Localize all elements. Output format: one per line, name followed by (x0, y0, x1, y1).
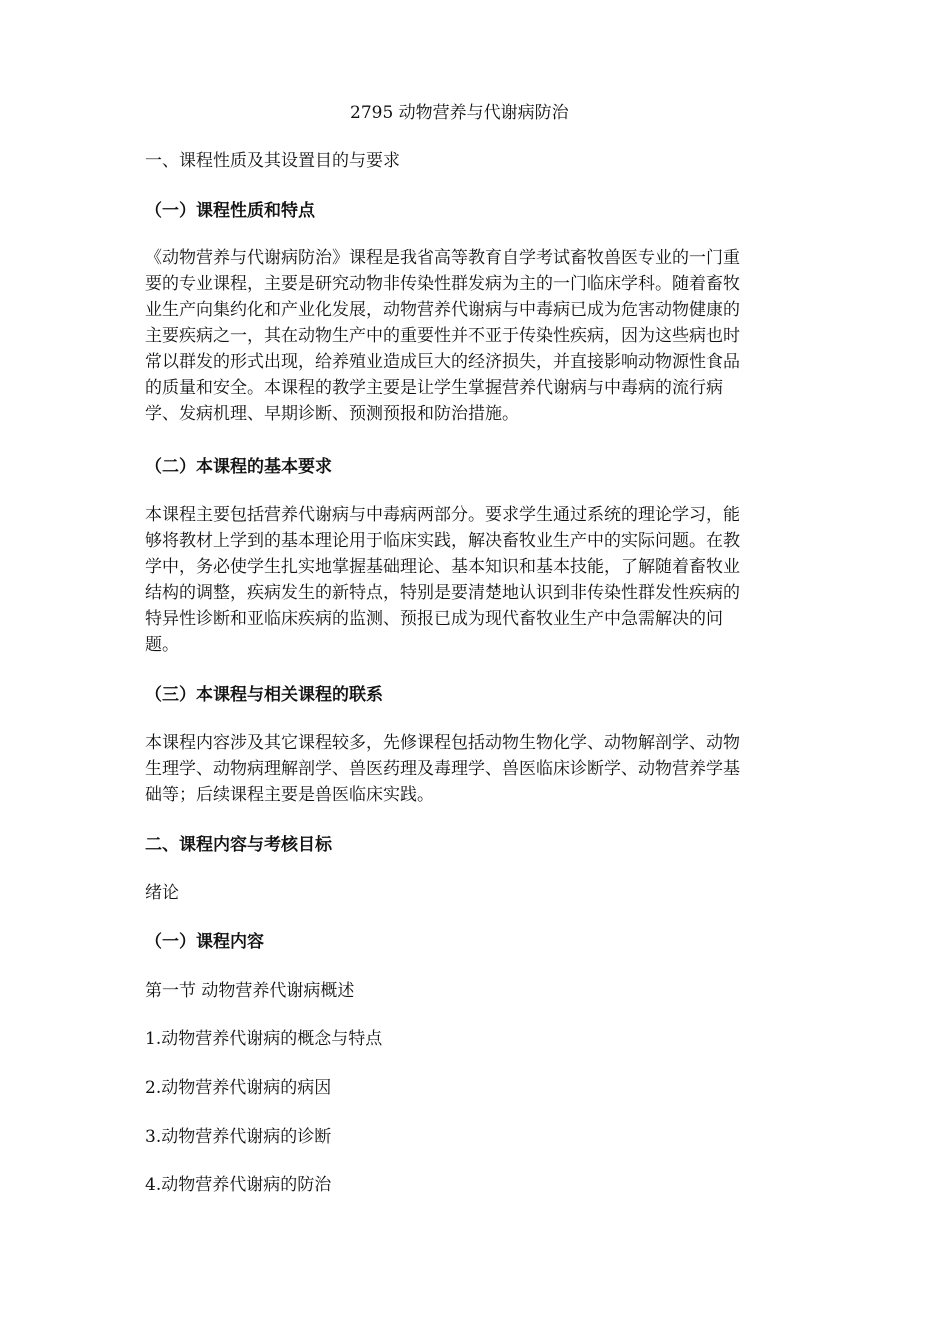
text-line: 生理学、动物病理解剖学、兽医药理及毒理学、兽医临床诊断学、动物营养学基 (145, 759, 740, 779)
text-line: 业生产向集约化和产业化发展，动物营养代谢病与中毒病已成为危害动物健康的 (145, 300, 740, 320)
text-line: 《动物营养与代谢病防治》课程是我省高等教育自学考试畜牧兽医专业的一门重 (145, 248, 740, 268)
paragraph-requirements (145, 502, 817, 658)
subsection-heading-requirements: （二）本课程的基本要求 (145, 457, 332, 477)
text-line: 结构的调整，疾病发生的新特点，特别是要清楚地认识到非传染性群发性疾病的 (145, 583, 740, 603)
text-line: 主要疾病之一，其在动物生产中的重要性并不亚于传染性疾病，因为这些病也时 (145, 326, 740, 346)
subsection-heading-nature: （一）课程性质和特点 (145, 201, 315, 221)
list-item: 4.动物营养代谢病的防治 (145, 1175, 332, 1195)
list-item: 3.动物营养代谢病的诊断 (145, 1127, 332, 1147)
text-line: 常以群发的形式出现，给养殖业造成巨大的经济损失，并直接影响动物源性食品 (145, 352, 740, 372)
intro-heading: 绪论 (145, 883, 179, 903)
chapter-heading: 第一节 动物营养代谢病概述 (145, 981, 355, 1001)
text-line: 本课程内容涉及其它课程较多，先修课程包括动物生物化学、动物解剖学、动物 (145, 733, 740, 753)
document-title: 2795 动物营养与代谢病防治 (350, 103, 569, 123)
text-line: 的质量和安全。本课程的教学主要是让学生掌握营养代谢病与中毒病的流行病 (145, 378, 723, 398)
list-item: 2.动物营养代谢病的病因 (145, 1078, 332, 1098)
text-line: 学、发病机理、早期诊断、预测预报和防治措施。 (145, 404, 519, 424)
text-line: 础等；后续课程主要是兽医临床实践。 (145, 785, 434, 805)
text-line: 要的专业课程，主要是研究动物非传染性群发病为主的一门临床学科。随着畜牧 (145, 274, 740, 294)
text-line: 学中，务必使学生扎实地掌握基础理论、基本知识和基本技能，了解随着畜牧业 (145, 557, 740, 577)
text-line: 题。 (145, 635, 179, 655)
subsection-heading-relations: （三）本课程与相关课程的联系 (145, 685, 383, 705)
text-line: 本课程主要包括营养代谢病与中毒病两部分。要求学生通过系统的理论学习，能 (145, 505, 740, 525)
paragraph-relations (145, 730, 817, 808)
text-line: 特异性诊断和亚临床疾病的监测、预报已成为现代畜牧业生产中急需解决的问 (145, 609, 723, 629)
section-heading-2: 二、课程内容与考核目标 (145, 835, 332, 855)
subsection-heading-content: （一）课程内容 (145, 932, 264, 952)
paragraph-nature (145, 245, 817, 427)
list-item: 1.动物营养代谢病的概念与特点 (145, 1029, 383, 1049)
section-heading-1: 一、课程性质及其设置目的与要求 (145, 151, 400, 171)
text-line: 够将教材上学到的基本理论用于临床实践，解决畜牧业生产中的实际问题。在教 (145, 531, 740, 551)
